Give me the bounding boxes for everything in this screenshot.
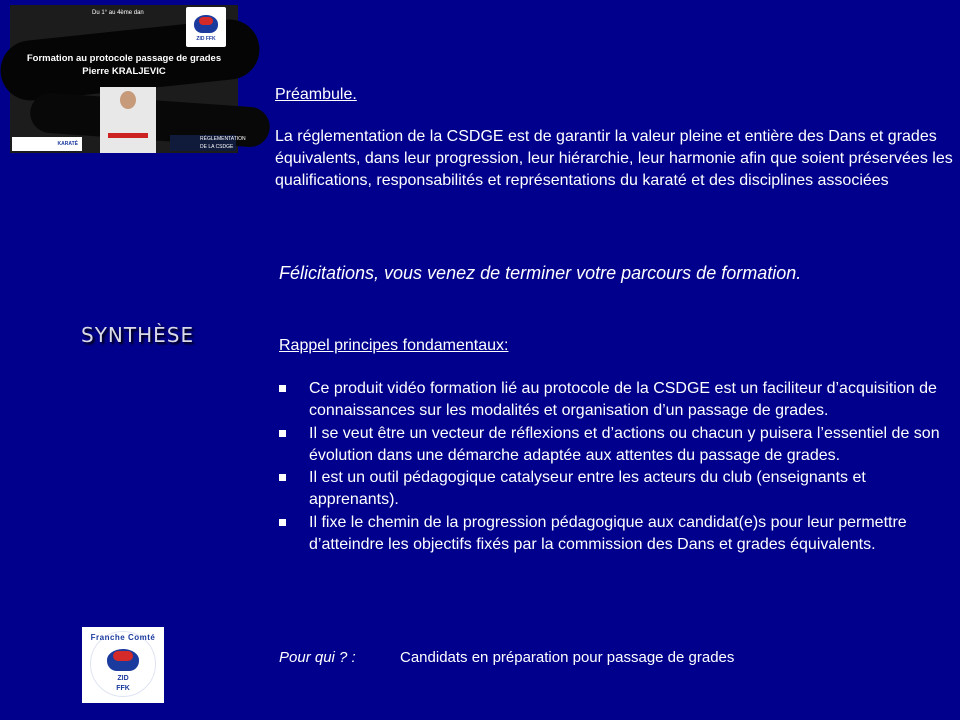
list-item bbox=[279, 512, 959, 557]
list-item bbox=[279, 378, 959, 423]
csdge-logo: RÉGLEMENTATION DE LA CSDGE bbox=[170, 135, 236, 151]
principles-list bbox=[279, 378, 959, 556]
franche-comte-logo bbox=[82, 627, 164, 703]
list-item-text: Il se veut être un vecteur de réflexions et d’actions ou chacun y puisera l’essentiel de son évolution dans une démarche adaptée aux attentes du passage de grades. bbox=[309, 424, 940, 464]
karate-logo: KARATÉ bbox=[12, 137, 82, 151]
rappel-title: Rappel principes fondamentaux: bbox=[279, 337, 509, 354]
cover-title: Formation au protocole passage de grades bbox=[26, 53, 222, 64]
ffk-logo-text: ZID FFK bbox=[196, 36, 216, 42]
preambule-body: La réglementation de la CSDGE est de garantir la valeur pleine et entière des Dans et grades équivalents, dans leur progression, leur hiérarchie, leur harmonie afin que soient préservées les qualifications, responsabilités et représentations du karaté et des disciplines associées bbox=[275, 128, 953, 189]
logo-arc-text: Franche Comté bbox=[90, 633, 156, 642]
synthese-heading: SYNTHÈSE bbox=[81, 323, 195, 347]
cover-author: Pierre KRALJEVIC bbox=[82, 66, 166, 77]
dan-range-label: Du 1° au 4ème dan bbox=[92, 10, 144, 16]
bullet-square-icon bbox=[279, 474, 286, 481]
list-item bbox=[279, 423, 959, 468]
bullet-square-icon bbox=[279, 519, 286, 526]
list-item-text: Il fixe le chemin de la progression pédagogique aux candidat(e)s pour leur permettre d’atteindre les objectifs fixés par la commission des Dans et grades équivalents. bbox=[309, 513, 907, 554]
list-item-text: Il est un outil pédagogique catalyseur entre les acteurs du club (enseignants et apprenants). bbox=[309, 469, 866, 509]
list-item bbox=[279, 467, 959, 512]
video-cover-thumbnail bbox=[10, 5, 246, 153]
karateka-photo bbox=[100, 87, 156, 153]
logo-ffk-text: FFK bbox=[116, 685, 130, 692]
bullet-square-icon bbox=[279, 430, 286, 437]
preambule-title: Préambule. bbox=[275, 86, 357, 103]
ffk-logo-icon bbox=[186, 7, 226, 47]
logo-mark-red-icon bbox=[113, 651, 133, 661]
bullet-square-icon bbox=[279, 385, 286, 392]
felicitations-text: Félicitations, vous venez de terminer votre parcours de formation. bbox=[279, 263, 802, 283]
pour-qui-label: Pour qui ? : bbox=[279, 649, 356, 666]
pour-qui-value: Candidats en préparation pour passage de grades bbox=[400, 649, 735, 666]
list-item-text: Ce produit vidéo formation lié au protocole de la CSDGE est un faciliteur d’acquisition de connaissances sur les modalités et organisation d’un passage de grades. bbox=[309, 380, 937, 420]
logo-zid-text: ZID bbox=[117, 675, 129, 682]
